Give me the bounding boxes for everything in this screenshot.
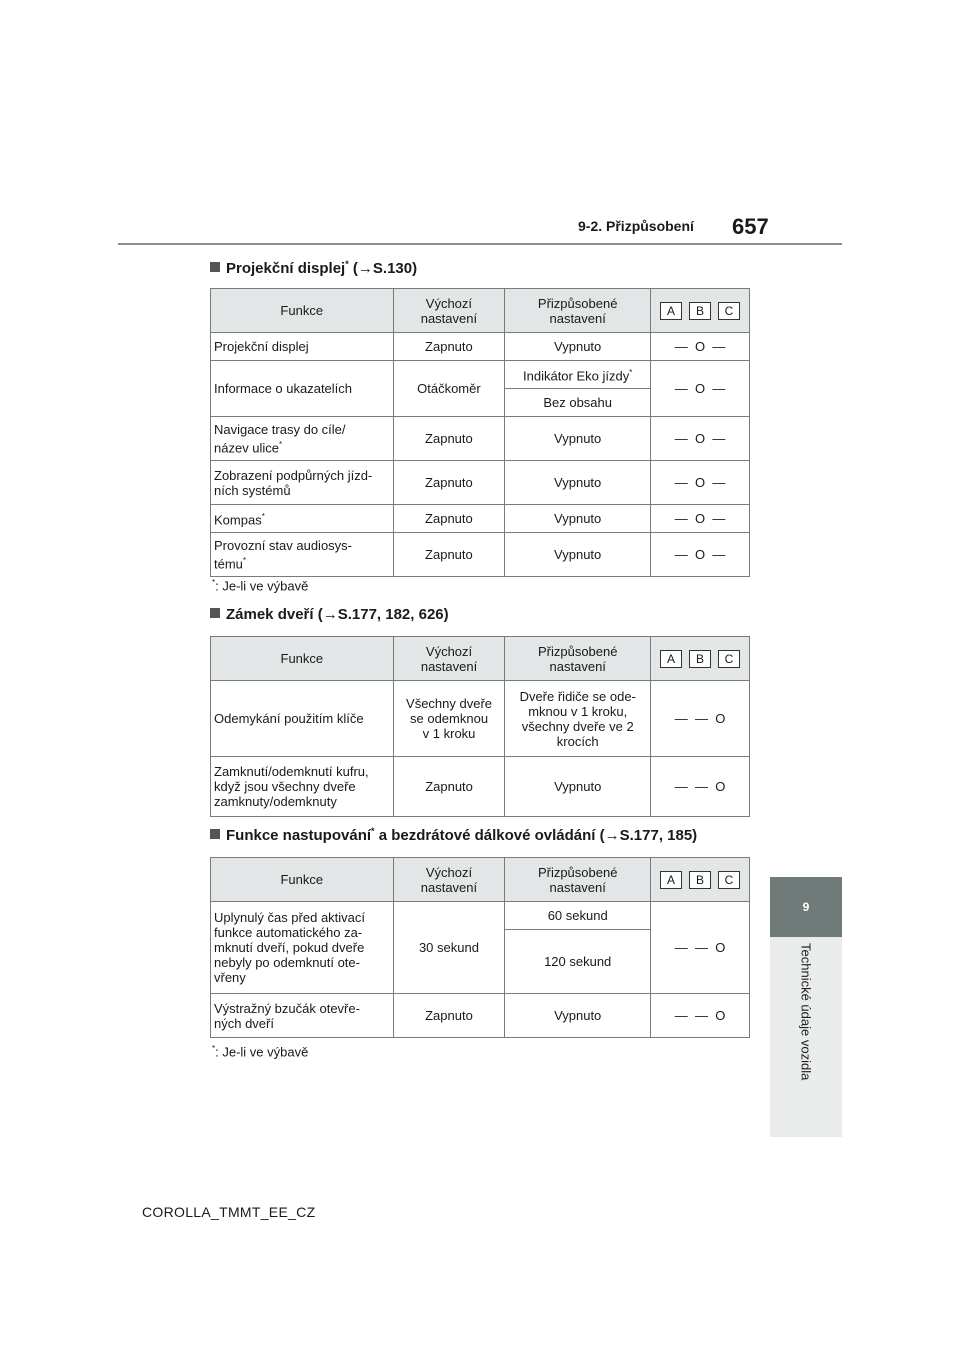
entry-function-table xyxy=(210,857,750,1038)
table-header-row: Funkce Výchozí nastavení Přizpůsobené nastavení A B C xyxy=(211,289,750,333)
section-title-hud: Projekční displej* (→S.130) xyxy=(210,259,417,277)
door-lock-table xyxy=(210,636,750,817)
table-row: Bez obsahu xyxy=(211,389,750,417)
square-bullet-icon xyxy=(210,262,220,272)
table-row: Zamknutí/odemknutí kufru, když jsou všechny dveře zamknuty/odemknuty Zapnuto Vypnuto — — O xyxy=(211,757,750,817)
table-row: Informace o ukazatelích Otáčkoměr Indikátor Eko jízdy* — O — xyxy=(211,361,750,389)
page-number: 657 xyxy=(732,214,769,239)
section-header: 9-2. Přizpůsobení xyxy=(578,218,694,234)
square-bullet-icon xyxy=(210,608,220,618)
chapter-title: Technické údaje vozidla xyxy=(798,943,814,1081)
table-row: Projekční displej Zapnuto Vypnuto — O — xyxy=(211,333,750,361)
footnote: *: Je-li ve výbavě xyxy=(212,1044,309,1060)
table-header-row: Funkce Výchozí nastavení Přizpůsobené nastavení A B C xyxy=(211,637,750,681)
section-title-entry-function: Funkce nastupování* a bezdrátové dálkové ovládání (→S.177, 185) xyxy=(210,826,697,844)
table-row: Výstražný bzučák otevře- ných dveří Zapnuto Vypnuto — — O xyxy=(211,994,750,1038)
footnote: *: Je-li ve výbavě xyxy=(212,578,309,594)
table-row: Uplynulý čas před aktivací funkce automatického za- mknutí dveří, pokud dveře nebyly po odemknutí ote- vřeny 30 sekund 60 sekund — — O xyxy=(211,902,750,930)
square-bullet-icon xyxy=(210,829,220,839)
table-header-row: Funkce Výchozí nastavení Přizpůsobené nastavení A B C xyxy=(211,858,750,902)
hud-settings-table xyxy=(210,288,750,577)
header-rule xyxy=(118,243,842,245)
table-row: Zobrazení podpůrných jízd- ních systémů Zapnuto Vypnuto — O — xyxy=(211,461,750,505)
section-title-door-lock: Zámek dveří (→S.177, 182, 626) xyxy=(210,606,449,623)
table-row: Kompas* Zapnuto Vypnuto — O — xyxy=(211,505,750,533)
document-code: COROLLA_TMMT_EE_CZ xyxy=(142,1204,316,1220)
table-row: Provozní stav audiosys- tému* Zapnuto Vypnuto — O — xyxy=(211,533,750,577)
table-row: 120 sekund xyxy=(211,930,750,994)
table-row: Navigace trasy do cíle/ název ulice* Zapnuto Vypnuto — O — xyxy=(211,417,750,461)
table-row: Odemykání použitím klíče Všechny dveře se odemknou v 1 kroku Dveře řidiče se ode- mknou v 1 kroku, všechny dveře ve 2 krocích — — O xyxy=(211,681,750,757)
chapter-number: 9 xyxy=(802,900,810,914)
